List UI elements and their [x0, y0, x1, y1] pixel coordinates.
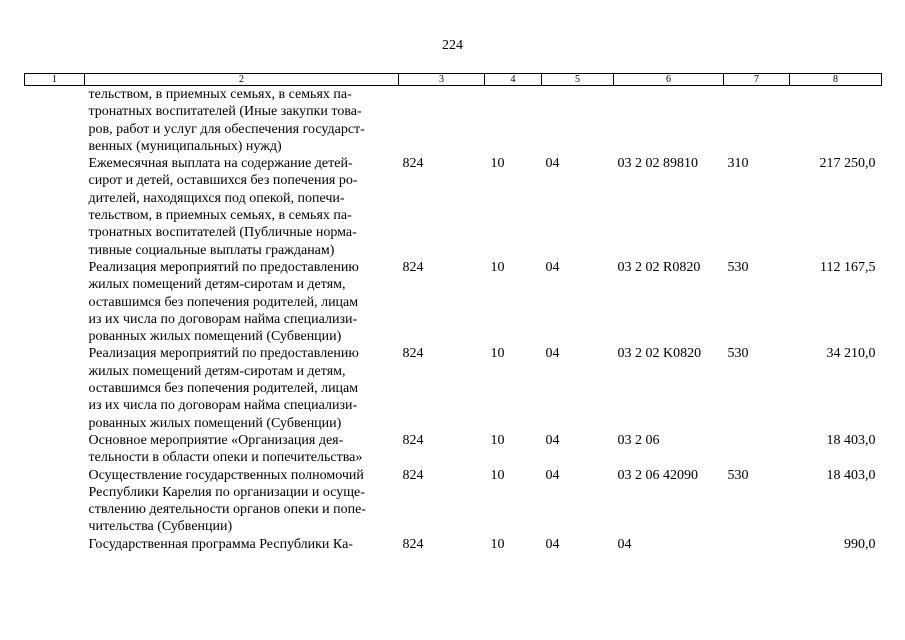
amount-cell: 34 210,0 — [826, 346, 876, 362]
ministry-code-cell: 824 — [402, 156, 424, 172]
item-name-line: ров, работ и услуг для обеспечения государст- — [88, 121, 365, 137]
item-name-line: Ежемесячная выплата на содержание детей- — [88, 156, 353, 172]
section-code-cell: 10 — [490, 432, 505, 448]
item-name-line: рованных жилых помещений (Субвенции) — [88, 415, 342, 431]
section-code-cell: 10 — [490, 467, 505, 483]
item-name-line: оставшимся без попечения родителей, лицам — [88, 294, 359, 310]
target-article-cell: 03 2 06 — [617, 432, 660, 448]
item-name-line: сирот и детей, оставшихся без попечения ро- — [88, 173, 358, 189]
table-row — [25, 259, 882, 345]
item-name-line: тельством, в приемных семьях, в семьях па- — [88, 87, 352, 102]
table-row — [25, 467, 882, 536]
expense-type-cell: 530 — [727, 259, 749, 275]
item-name-line: жилых помещений детям-сиротам и детям, — [88, 277, 346, 293]
table-row — [25, 155, 882, 259]
item-name-line: оставшимся без попечения родителей, лицам — [88, 381, 359, 397]
row-number-cell — [25, 432, 85, 467]
item-name-line: Реализация мероприятий по предоставлению — [88, 259, 359, 275]
target-article-cell: 03 2 02 R0820 — [617, 259, 701, 275]
item-name-line: тельством, в приемных семьях, в семьях па- — [88, 208, 352, 224]
column-number-header-row — [25, 74, 882, 86]
section-code-cell: 10 — [490, 536, 505, 552]
row-number-cell — [25, 259, 85, 345]
amount-cell: 990,0 — [844, 536, 876, 552]
item-name-cell — [85, 536, 399, 553]
item-name-line: Реализация мероприятий по предоставлению — [88, 346, 359, 362]
item-name-line: жилых помещений детям-сиротам и детям, — [88, 363, 346, 379]
row-number-cell — [25, 467, 85, 536]
subsection-code-cell: 04 — [545, 259, 560, 275]
ministry-code-cell: 824 — [402, 432, 424, 448]
amount-cell: 18 403,0 — [826, 432, 876, 448]
ministry-code-cell — [399, 86, 485, 156]
item-name-line: Осуществление государственных полномочий — [88, 467, 364, 483]
item-name-cell — [85, 345, 399, 431]
item-name-cell — [85, 432, 399, 467]
ministry-code-cell: 824 — [402, 467, 424, 483]
expense-type-cell — [724, 536, 790, 553]
item-name-line: тронатных воспитателей (Иные закупки това- — [88, 104, 362, 120]
section-code-cell: 10 — [490, 346, 505, 362]
amount-cell: 112 167,5 — [820, 259, 876, 275]
section-code-cell: 10 — [490, 259, 505, 275]
item-name-line: тельности в области опеки и попечительства» — [88, 450, 363, 466]
budget-table — [24, 73, 882, 553]
row-number-cell — [25, 345, 85, 431]
item-name-line: Республики Карелия по организации и осуще- — [88, 484, 365, 500]
target-article-cell: 03 2 06 42090 — [617, 467, 698, 483]
item-name-line: ствлению деятельности органов опеки и попе- — [88, 502, 366, 518]
column-number-7: 7 — [724, 74, 790, 86]
amount-cell: 217 250,0 — [819, 156, 876, 172]
target-article-cell: 03 2 02 K0820 — [617, 346, 702, 362]
expense-type-cell — [724, 86, 790, 156]
column-number-5: 5 — [542, 74, 614, 86]
section-code-cell: 10 — [490, 156, 505, 172]
item-name-line: дителей, находящихся под опекой, попечи- — [88, 190, 345, 206]
item-name-line: чительства (Субвенции) — [88, 519, 233, 535]
ministry-code-cell: 824 — [402, 259, 424, 275]
item-name-line: тронатных воспитателей (Публичные норма- — [88, 225, 357, 241]
item-name-line: венных (муниципальных) нужд) — [88, 138, 282, 154]
target-article-cell: 04 — [617, 536, 632, 552]
page-number: 224 — [442, 38, 463, 53]
column-number-2: 2 — [85, 74, 399, 86]
item-name-line: рованных жилых помещений (Субвенции) — [88, 329, 342, 345]
table-row — [25, 536, 882, 553]
subsection-code-cell: 04 — [545, 536, 560, 552]
target-article-cell — [614, 86, 724, 156]
column-number-8: 8 — [790, 74, 882, 86]
column-number-1: 1 — [25, 74, 85, 86]
amount-cell — [790, 86, 882, 156]
subsection-code-cell — [542, 86, 614, 156]
subsection-code-cell: 04 — [545, 156, 560, 172]
column-number-3: 3 — [399, 74, 485, 86]
row-number-cell — [25, 536, 85, 553]
expense-type-cell: 310 — [727, 156, 749, 172]
ministry-code-cell: 824 — [402, 536, 424, 552]
item-name-line: из их числа по договорам найма специализи- — [88, 398, 358, 414]
expense-type-cell: 530 — [727, 346, 749, 362]
column-number-6: 6 — [614, 74, 724, 86]
item-name-cell — [85, 86, 399, 156]
subsection-code-cell: 04 — [545, 467, 560, 483]
table-row — [25, 432, 882, 467]
subsection-code-cell: 04 — [545, 432, 560, 448]
table-row — [25, 86, 882, 156]
item-name-cell — [85, 259, 399, 345]
table-row — [25, 345, 882, 431]
section-code-cell — [485, 86, 542, 156]
item-name-cell — [85, 467, 399, 536]
amount-cell: 18 403,0 — [826, 467, 876, 483]
expense-type-cell: 530 — [727, 467, 749, 483]
column-number-4: 4 — [485, 74, 542, 86]
item-name-cell — [85, 155, 399, 259]
subsection-code-cell: 04 — [545, 346, 560, 362]
row-number-cell — [25, 155, 85, 259]
ministry-code-cell: 824 — [402, 346, 424, 362]
item-name-line: Государственная программа Республики Ка- — [88, 536, 353, 552]
expense-type-cell — [724, 432, 790, 467]
item-name-line: из их числа по договорам найма специализи- — [88, 311, 358, 327]
target-article-cell: 03 2 02 89810 — [617, 156, 698, 172]
row-number-cell — [25, 86, 85, 156]
item-name-line: тивные социальные выплаты гражданам) — [88, 242, 335, 258]
item-name-line: Основное мероприятие «Организация дея- — [88, 432, 344, 448]
